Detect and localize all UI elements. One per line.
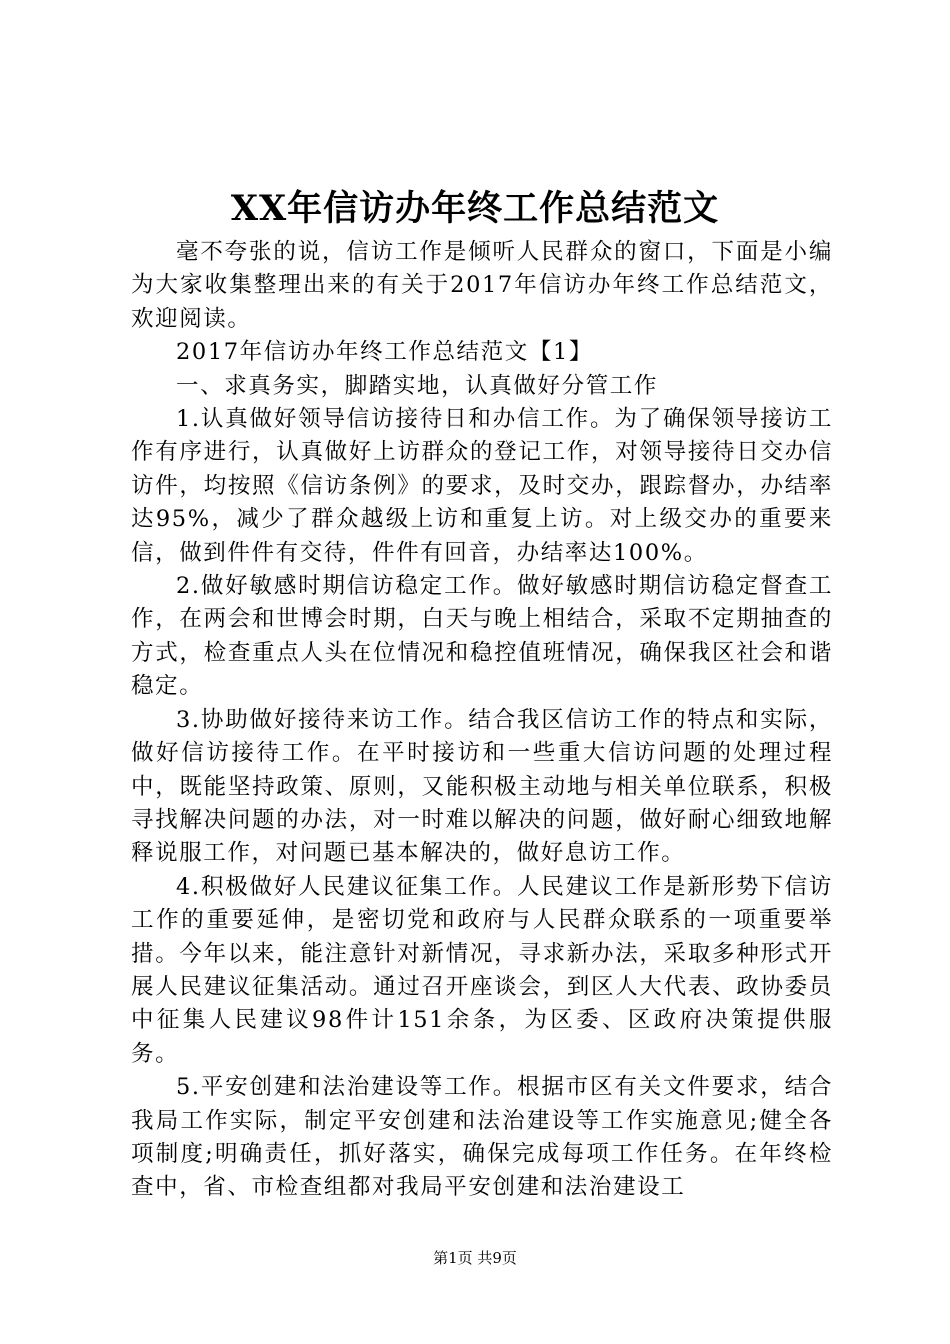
paragraph-intro: 毫不夸张的说，信访工作是倾听人民群众的窗口，下面是小编为大家收集整理出来的有关于2017年信访办年终工作总结范文，欢迎阅读。 xyxy=(131,239,833,332)
paragraph-item-3: 3.协助做好接待来访工作。结合我区信访工作的特点和实际，做好信访接待工作。在平时接访和一些重大信访问题的处理过程中，既能坚持政策、原则，又能积极主动地与相关单位联系，积极寻找解决问题的办法，对一时难以解决的问题，做好耐心细致地解释说服工作，对问题已基本解决的，做好息访工作。 xyxy=(131,706,833,867)
paragraph-item-1: 1.认真做好领导信访接待日和办信工作。为了确保领导接访工作有序进行，认真做好上访群众的登记工作，对领导接待日交办信访件，均按照《信访条例》的要求，及时交办，跟踪督办，办结率达95%，减少了群众越级上访和重复上访。对上级交办的重要来信，做到件件有交待，件件有回音，办结率达100%。 xyxy=(131,406,833,566)
paragraph-item-2: 2.做好敏感时期信访稳定工作。做好敏感时期信访稳定督查工作，在两会和世博会时期，白天与晚上相结合，采取不定期抽查的方式，检查重点人头在位情况和稳控值班情况，确保我区社会和谐稳定。 xyxy=(131,573,833,700)
page-number: 第1页 共9页 xyxy=(433,1249,517,1267)
document-title: XX年信访办年终工作总结范文 xyxy=(230,188,720,229)
document-body xyxy=(131,236,833,1205)
paragraph-item-5: 5.平安创建和法治建设等工作。根据市区有关文件要求，结合我局工作实际，制定平安创建和法治建设等工作实施意见;健全各项制度;明确责任，抓好落实，确保完成每项工作任务。在年终检查中，省、市检查组都对我局平安创建和法治建设工 xyxy=(131,1074,833,1201)
section-heading: 2017年信访办年终工作总结范文【1】 xyxy=(176,339,593,366)
paragraph-item-4: 4.积极做好人民建议征集工作。人民建议工作是新形势下信访工作的重要延伸，是密切党和政府与人民群众联系的一项重要举措。今年以来，能注意针对新情况，寻求新办法，采取多种形式开展人民建议征集活动。通过召开座谈会，到区人大代表、政协委员中征集人民建议98件计151余条，为区委、区政府决策提供服务。 xyxy=(131,873,833,1067)
subsection-heading: 一、求真务实，脚踏实地，认真做好分管工作 xyxy=(176,372,659,399)
